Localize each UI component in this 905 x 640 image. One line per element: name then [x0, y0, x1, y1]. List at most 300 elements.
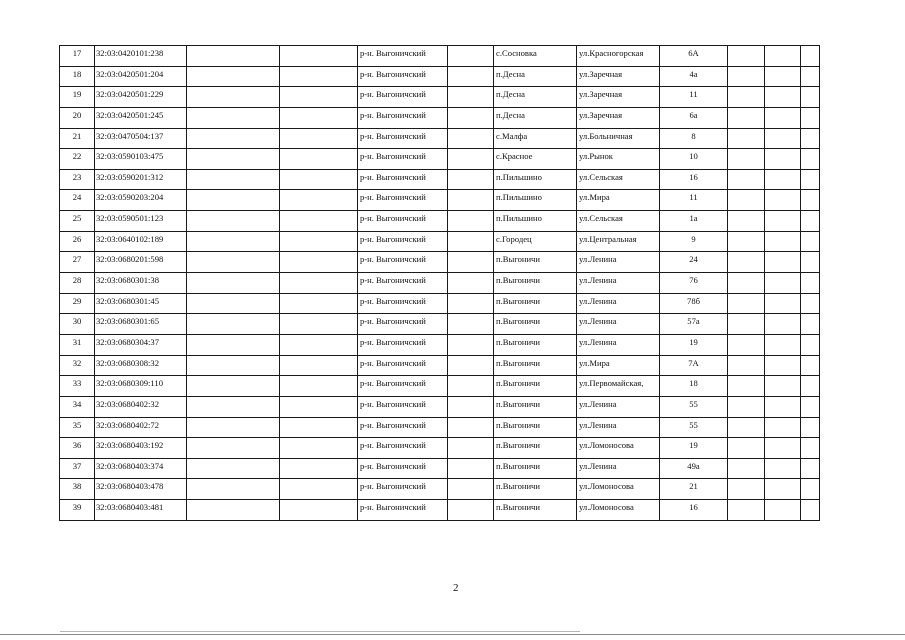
- empty-cell: [728, 273, 765, 294]
- street-cell: ул.Сельская: [577, 211, 660, 232]
- district-cell: р-н. Выгоничский: [358, 190, 448, 211]
- empty-cell: [728, 87, 765, 108]
- district-cell: р-н. Выгоничский: [358, 500, 448, 521]
- street-cell: ул.Мира: [577, 355, 660, 376]
- row-number-cell: 33: [60, 376, 95, 397]
- cadastral-number-cell: 32:03:0680308:32: [95, 355, 187, 376]
- empty-cell: [448, 396, 494, 417]
- empty-cell: [187, 87, 280, 108]
- house-number-cell: 55: [660, 396, 728, 417]
- empty-cell: [448, 355, 494, 376]
- empty-cell: [187, 252, 280, 273]
- empty-cell: [765, 458, 801, 479]
- district-cell: р-н. Выгоничский: [358, 87, 448, 108]
- empty-cell: [187, 438, 280, 459]
- empty-cell: [801, 396, 820, 417]
- table-row: [60, 396, 820, 417]
- empty-cell: [801, 211, 820, 232]
- empty-cell: [448, 211, 494, 232]
- district-cell: р-н. Выгоничский: [358, 458, 448, 479]
- row-number-cell: 17: [60, 46, 95, 67]
- settlement-cell: п.Выгоничи: [494, 376, 577, 397]
- street-cell: ул.Заречная: [577, 66, 660, 87]
- settlement-cell: п.Выгоничи: [494, 334, 577, 355]
- empty-cell: [801, 355, 820, 376]
- cadastral-number-cell: 32:03:0680402:32: [95, 396, 187, 417]
- empty-cell: [448, 107, 494, 128]
- empty-cell: [280, 293, 358, 314]
- district-cell: р-н. Выгоничский: [358, 46, 448, 67]
- empty-cell: [187, 458, 280, 479]
- cadastral-number-cell: 32:03:0590103:475: [95, 149, 187, 170]
- house-number-cell: 57а: [660, 314, 728, 335]
- table-row: [60, 273, 820, 294]
- empty-cell: [765, 293, 801, 314]
- settlement-cell: с.Сосновка: [494, 46, 577, 67]
- empty-cell: [765, 149, 801, 170]
- empty-cell: [728, 66, 765, 87]
- street-cell: ул.Ломоносова: [577, 500, 660, 521]
- house-number-cell: 19: [660, 334, 728, 355]
- settlement-cell: п.Пильшино: [494, 190, 577, 211]
- table-row: [60, 334, 820, 355]
- cadastral-number-cell: 32:03:0680403:192: [95, 438, 187, 459]
- street-cell: ул.Ленина: [577, 252, 660, 273]
- table-row: [60, 500, 820, 521]
- settlement-cell: п.Выгоничи: [494, 293, 577, 314]
- empty-cell: [448, 376, 494, 397]
- row-number-cell: 21: [60, 128, 95, 149]
- district-cell: р-н. Выгоничский: [358, 66, 448, 87]
- district-cell: р-н. Выгоничский: [358, 169, 448, 190]
- cadastral-number-cell: 32:03:0680301:65: [95, 314, 187, 335]
- empty-cell: [728, 107, 765, 128]
- empty-cell: [728, 231, 765, 252]
- table-row: [60, 66, 820, 87]
- table-row: [60, 107, 820, 128]
- row-number-cell: 22: [60, 149, 95, 170]
- district-cell: р-н. Выгоничский: [358, 355, 448, 376]
- row-number-cell: 24: [60, 190, 95, 211]
- empty-cell: [801, 252, 820, 273]
- cadastral-number-cell: 32:03:0420101:238: [95, 46, 187, 67]
- empty-cell: [280, 334, 358, 355]
- house-number-cell: 6А: [660, 46, 728, 67]
- empty-cell: [765, 46, 801, 67]
- empty-cell: [280, 376, 358, 397]
- empty-cell: [187, 231, 280, 252]
- empty-cell: [280, 500, 358, 521]
- row-number-cell: 25: [60, 211, 95, 232]
- settlement-cell: п.Пильшино: [494, 169, 577, 190]
- settlement-cell: п.Выгоничи: [494, 417, 577, 438]
- empty-cell: [280, 355, 358, 376]
- settlement-cell: п.Выгоничи: [494, 273, 577, 294]
- district-cell: р-н. Выгоничский: [358, 211, 448, 232]
- empty-cell: [765, 438, 801, 459]
- street-cell: ул.Ленина: [577, 417, 660, 438]
- empty-cell: [448, 458, 494, 479]
- empty-cell: [728, 355, 765, 376]
- settlement-cell: п.Выгоничи: [494, 438, 577, 459]
- property-table: [59, 45, 820, 521]
- empty-cell: [187, 479, 280, 500]
- empty-cell: [801, 293, 820, 314]
- empty-cell: [801, 231, 820, 252]
- empty-cell: [765, 231, 801, 252]
- empty-cell: [801, 376, 820, 397]
- empty-cell: [280, 46, 358, 67]
- cadastral-number-cell: 32:03:0420501:204: [95, 66, 187, 87]
- cadastral-number-cell: 32:03:0680403:374: [95, 458, 187, 479]
- empty-cell: [801, 314, 820, 335]
- street-cell: ул.Ленина: [577, 396, 660, 417]
- cadastral-number-cell: 32:03:0680403:481: [95, 500, 187, 521]
- street-cell: ул.Центральная: [577, 231, 660, 252]
- settlement-cell: с.Малфа: [494, 128, 577, 149]
- house-number-cell: 19: [660, 438, 728, 459]
- empty-cell: [801, 417, 820, 438]
- district-cell: р-н. Выгоничский: [358, 293, 448, 314]
- empty-cell: [280, 169, 358, 190]
- empty-cell: [448, 479, 494, 500]
- empty-cell: [187, 314, 280, 335]
- empty-cell: [280, 66, 358, 87]
- table-row: [60, 438, 820, 459]
- empty-cell: [280, 87, 358, 108]
- row-number-cell: 19: [60, 87, 95, 108]
- empty-cell: [801, 273, 820, 294]
- empty-cell: [801, 66, 820, 87]
- table-row: [60, 190, 820, 211]
- table-row: [60, 417, 820, 438]
- empty-cell: [448, 190, 494, 211]
- empty-cell: [765, 314, 801, 335]
- empty-cell: [801, 149, 820, 170]
- table-row: [60, 211, 820, 232]
- empty-cell: [728, 211, 765, 232]
- table-row: [60, 376, 820, 397]
- row-number-cell: 37: [60, 458, 95, 479]
- district-cell: р-н. Выгоничский: [358, 438, 448, 459]
- empty-cell: [765, 500, 801, 521]
- empty-cell: [801, 334, 820, 355]
- empty-cell: [280, 128, 358, 149]
- empty-cell: [728, 128, 765, 149]
- row-number-cell: 38: [60, 479, 95, 500]
- empty-cell: [801, 500, 820, 521]
- empty-cell: [280, 252, 358, 273]
- empty-cell: [728, 149, 765, 170]
- settlement-cell: п.Десна: [494, 107, 577, 128]
- district-cell: р-н. Выгоничский: [358, 314, 448, 335]
- settlement-cell: п.Десна: [494, 87, 577, 108]
- cadastral-number-cell: 32:03:0680301:45: [95, 293, 187, 314]
- empty-cell: [187, 396, 280, 417]
- empty-cell: [801, 479, 820, 500]
- empty-cell: [765, 273, 801, 294]
- empty-cell: [448, 273, 494, 294]
- empty-cell: [448, 128, 494, 149]
- settlement-cell: п.Выгоничи: [494, 355, 577, 376]
- empty-cell: [187, 169, 280, 190]
- settlement-cell: п.Пильшино: [494, 211, 577, 232]
- settlement-cell: п.Выгоничи: [494, 252, 577, 273]
- table-row: [60, 46, 820, 67]
- house-number-cell: 1а: [660, 211, 728, 232]
- empty-cell: [187, 500, 280, 521]
- empty-cell: [448, 314, 494, 335]
- empty-cell: [187, 190, 280, 211]
- empty-cell: [728, 417, 765, 438]
- empty-cell: [728, 190, 765, 211]
- cadastral-number-cell: 32:03:0590201:312: [95, 169, 187, 190]
- empty-cell: [280, 149, 358, 170]
- empty-cell: [728, 314, 765, 335]
- row-number-cell: 32: [60, 355, 95, 376]
- street-cell: ул.Рынок: [577, 149, 660, 170]
- settlement-cell: п.Выгоничи: [494, 396, 577, 417]
- empty-cell: [765, 211, 801, 232]
- empty-cell: [728, 479, 765, 500]
- empty-cell: [448, 169, 494, 190]
- empty-cell: [448, 500, 494, 521]
- empty-cell: [801, 107, 820, 128]
- empty-cell: [280, 438, 358, 459]
- table-row: [60, 128, 820, 149]
- empty-cell: [765, 396, 801, 417]
- empty-cell: [801, 87, 820, 108]
- street-cell: ул.Красногорская: [577, 46, 660, 67]
- row-number-cell: 34: [60, 396, 95, 417]
- empty-cell: [448, 46, 494, 67]
- district-cell: р-н. Выгоничский: [358, 231, 448, 252]
- empty-cell: [187, 128, 280, 149]
- table-row: [60, 293, 820, 314]
- empty-cell: [187, 107, 280, 128]
- table-row: [60, 231, 820, 252]
- empty-cell: [765, 107, 801, 128]
- house-number-cell: 8: [660, 128, 728, 149]
- cadastral-number-cell: 32:03:0590501:123: [95, 211, 187, 232]
- row-number-cell: 27: [60, 252, 95, 273]
- empty-cell: [280, 458, 358, 479]
- street-cell: ул.Ломоносова: [577, 479, 660, 500]
- empty-cell: [187, 66, 280, 87]
- empty-cell: [448, 438, 494, 459]
- street-cell: ул.Ленина: [577, 458, 660, 479]
- house-number-cell: 11: [660, 87, 728, 108]
- empty-cell: [765, 252, 801, 273]
- table-body: [60, 46, 820, 521]
- district-cell: р-н. Выгоничский: [358, 376, 448, 397]
- cadastral-number-cell: 32:03:0470504:137: [95, 128, 187, 149]
- empty-cell: [448, 293, 494, 314]
- empty-cell: [765, 334, 801, 355]
- empty-cell: [728, 458, 765, 479]
- row-number-cell: 31: [60, 334, 95, 355]
- scan-edge-line: [60, 631, 580, 632]
- settlement-cell: п.Десна: [494, 66, 577, 87]
- street-cell: ул.Заречная: [577, 107, 660, 128]
- empty-cell: [728, 46, 765, 67]
- empty-cell: [728, 438, 765, 459]
- empty-cell: [728, 252, 765, 273]
- district-cell: р-н. Выгоничский: [358, 273, 448, 294]
- empty-cell: [765, 376, 801, 397]
- empty-cell: [728, 293, 765, 314]
- empty-cell: [448, 87, 494, 108]
- empty-cell: [187, 149, 280, 170]
- empty-cell: [280, 396, 358, 417]
- street-cell: ул.Ленина: [577, 293, 660, 314]
- district-cell: р-н. Выгоничский: [358, 396, 448, 417]
- street-cell: ул.Ленина: [577, 314, 660, 335]
- empty-cell: [280, 231, 358, 252]
- row-number-cell: 26: [60, 231, 95, 252]
- table-row: [60, 149, 820, 170]
- empty-cell: [765, 128, 801, 149]
- empty-cell: [765, 190, 801, 211]
- house-number-cell: 6а: [660, 107, 728, 128]
- row-number-cell: 28: [60, 273, 95, 294]
- house-number-cell: 24: [660, 252, 728, 273]
- row-number-cell: 23: [60, 169, 95, 190]
- street-cell: ул.Мира: [577, 190, 660, 211]
- house-number-cell: 16: [660, 169, 728, 190]
- settlement-cell: с.Городец: [494, 231, 577, 252]
- page-number: 2: [453, 582, 459, 594]
- house-number-cell: 76: [660, 273, 728, 294]
- empty-cell: [280, 479, 358, 500]
- cadastral-number-cell: 32:03:0680304:37: [95, 334, 187, 355]
- empty-cell: [801, 128, 820, 149]
- cadastral-number-cell: 32:03:0420501:229: [95, 87, 187, 108]
- empty-cell: [448, 417, 494, 438]
- house-number-cell: 10: [660, 149, 728, 170]
- empty-cell: [280, 314, 358, 335]
- house-number-cell: 55: [660, 417, 728, 438]
- empty-cell: [448, 149, 494, 170]
- district-cell: р-н. Выгоничский: [358, 417, 448, 438]
- street-cell: ул.Сельская: [577, 169, 660, 190]
- district-cell: р-н. Выгоничский: [358, 334, 448, 355]
- district-cell: р-н. Выгоничский: [358, 107, 448, 128]
- street-cell: ул.Больничная: [577, 128, 660, 149]
- settlement-cell: с.Красное: [494, 149, 577, 170]
- page-bottom-line: [0, 634, 905, 635]
- street-cell: ул.Первомайская,: [577, 376, 660, 397]
- empty-cell: [187, 46, 280, 67]
- house-number-cell: 7А: [660, 355, 728, 376]
- street-cell: ул.Ленина: [577, 273, 660, 294]
- empty-cell: [448, 334, 494, 355]
- district-cell: р-н. Выгоничский: [358, 149, 448, 170]
- empty-cell: [801, 46, 820, 67]
- empty-cell: [765, 169, 801, 190]
- cadastral-number-cell: 32:03:0680403:478: [95, 479, 187, 500]
- house-number-cell: 49а: [660, 458, 728, 479]
- table-row: [60, 479, 820, 500]
- street-cell: ул.Заречная: [577, 87, 660, 108]
- empty-cell: [765, 66, 801, 87]
- cadastral-number-cell: 32:03:0420501:245: [95, 107, 187, 128]
- empty-cell: [765, 479, 801, 500]
- row-number-cell: 20: [60, 107, 95, 128]
- settlement-cell: п.Выгоничи: [494, 500, 577, 521]
- settlement-cell: п.Выгоничи: [494, 458, 577, 479]
- empty-cell: [801, 438, 820, 459]
- empty-cell: [728, 500, 765, 521]
- house-number-cell: 18: [660, 376, 728, 397]
- empty-cell: [187, 273, 280, 294]
- empty-cell: [801, 458, 820, 479]
- empty-cell: [280, 211, 358, 232]
- empty-cell: [765, 417, 801, 438]
- table-row: [60, 355, 820, 376]
- house-number-cell: 16: [660, 500, 728, 521]
- empty-cell: [448, 66, 494, 87]
- empty-cell: [728, 396, 765, 417]
- row-number-cell: 39: [60, 500, 95, 521]
- table-row: [60, 87, 820, 108]
- row-number-cell: 18: [60, 66, 95, 87]
- empty-cell: [280, 190, 358, 211]
- district-cell: р-н. Выгоничский: [358, 128, 448, 149]
- house-number-cell: 21: [660, 479, 728, 500]
- house-number-cell: 78б: [660, 293, 728, 314]
- cadastral-number-cell: 32:03:0680301:38: [95, 273, 187, 294]
- settlement-cell: п.Выгоничи: [494, 314, 577, 335]
- empty-cell: [448, 252, 494, 273]
- empty-cell: [448, 231, 494, 252]
- empty-cell: [765, 87, 801, 108]
- table-row: [60, 169, 820, 190]
- row-number-cell: 36: [60, 438, 95, 459]
- empty-cell: [728, 334, 765, 355]
- empty-cell: [187, 211, 280, 232]
- empty-cell: [765, 355, 801, 376]
- empty-cell: [801, 190, 820, 211]
- empty-cell: [187, 334, 280, 355]
- empty-cell: [187, 417, 280, 438]
- empty-cell: [280, 273, 358, 294]
- settlement-cell: п.Выгоничи: [494, 479, 577, 500]
- table-row: [60, 252, 820, 273]
- table-row: [60, 314, 820, 335]
- empty-cell: [280, 107, 358, 128]
- row-number-cell: 29: [60, 293, 95, 314]
- row-number-cell: 35: [60, 417, 95, 438]
- district-cell: р-н. Выгоничский: [358, 252, 448, 273]
- house-number-cell: 9: [660, 231, 728, 252]
- house-number-cell: 11: [660, 190, 728, 211]
- house-number-cell: 4а: [660, 66, 728, 87]
- cadastral-number-cell: 32:03:0680402:72: [95, 417, 187, 438]
- empty-cell: [187, 355, 280, 376]
- empty-cell: [728, 169, 765, 190]
- street-cell: ул.Ленина: [577, 334, 660, 355]
- cadastral-number-cell: 32:03:0680309:110: [95, 376, 187, 397]
- street-cell: ул.Ломоносова: [577, 438, 660, 459]
- row-number-cell: 30: [60, 314, 95, 335]
- empty-cell: [187, 293, 280, 314]
- empty-cell: [187, 376, 280, 397]
- district-cell: р-н. Выгоничский: [358, 479, 448, 500]
- cadastral-number-cell: 32:03:0640102:189: [95, 231, 187, 252]
- table-row: [60, 458, 820, 479]
- empty-cell: [801, 169, 820, 190]
